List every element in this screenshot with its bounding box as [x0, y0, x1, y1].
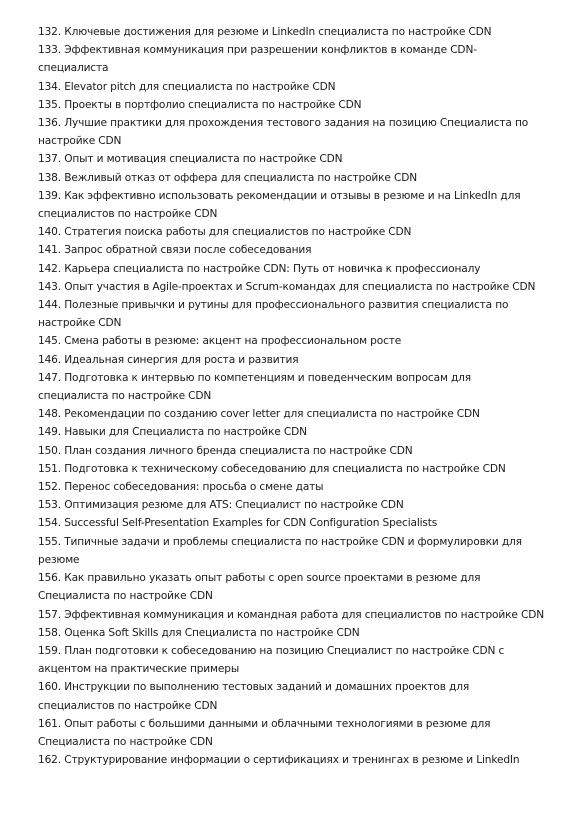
- list-item-text: Подготовка к техническому собеседованию для специалиста по настройке CDN: [64, 462, 506, 475]
- list-item-number: 136.: [38, 117, 61, 130]
- list-item-number: 151.: [38, 462, 61, 475]
- list-item-number: 162.: [38, 754, 61, 767]
- list-item-number: 147.: [38, 371, 61, 384]
- list-item-text: Оптимизация резюме для ATS: Специалист по настройке CDN: [64, 499, 404, 512]
- list-item-number: 140.: [38, 226, 61, 239]
- list-item: [38, 678, 544, 714]
- list-item-text: Рекомендации по созданию cover letter для специалиста по настройке CDN: [64, 408, 480, 421]
- list-item: [38, 332, 544, 350]
- list-item: [38, 187, 544, 223]
- list-item-text: Elevator pitch для специалиста по настройке CDN: [64, 80, 336, 93]
- list-item-text: Инструкции по выполнению тестовых заданий и домашних проектов для специалистов по настройке CDN: [38, 681, 470, 712]
- list-item: [38, 78, 544, 96]
- list-item-number: 159.: [38, 644, 61, 657]
- list-item-number: 141.: [38, 244, 61, 257]
- list-item: [38, 569, 544, 605]
- list-item-text: Эффективная коммуникация при разрешении конфликтов в команде CDN-специалиста: [38, 44, 477, 75]
- list-item: [38, 369, 544, 405]
- list-item: [38, 23, 544, 41]
- list-item-text: Полезные привычки и рутины для профессионального развития специалиста по настройке CDN: [38, 299, 509, 330]
- list-item-text: План создания личного бренда специалиста по настройке CDN: [64, 444, 413, 457]
- list-item: [38, 514, 544, 532]
- list-item: [38, 496, 544, 514]
- list-item-number: 150.: [38, 444, 61, 457]
- list-item: [38, 606, 544, 624]
- list-item-number: 134.: [38, 80, 61, 93]
- list-item-text: Навыки для Специалиста по настройке CDN: [64, 426, 307, 439]
- list-item-number: 158.: [38, 626, 61, 639]
- list-item-text: Перенос собеседования: просьба о смене даты: [64, 481, 324, 494]
- list-item: [38, 715, 544, 751]
- list-item-number: 157.: [38, 608, 61, 621]
- list-item: [38, 241, 544, 259]
- list-item: [38, 624, 544, 642]
- list-item: [38, 169, 544, 187]
- list-item-text: Подготовка к интервью по компетенциям и поведенческим вопросам для специалиста по настройке CDN: [38, 371, 472, 403]
- list-item-text: Эффективная коммуникация и командная работа для специалистов по настройке CDN: [64, 608, 544, 621]
- list-item-text: Смена работы в резюме: акцент на профессиональном росте: [64, 335, 402, 348]
- list-item-text: Вежливый отказ от оффера для специалиста по настройке CDN: [64, 171, 418, 184]
- list-item: [38, 533, 544, 569]
- list-item-text: Лучшие практики для прохождения тестового задания на позицию Специалиста по настройке CDN: [38, 117, 529, 148]
- list-item: [38, 96, 544, 114]
- list-item-number: 143.: [38, 280, 61, 293]
- list-item-text: План подготовки к собеседованию на позицию Специалист по настройке CDN с акцентом на практические примеры: [38, 644, 505, 676]
- list-item-number: 144.: [38, 299, 61, 312]
- list-item: [38, 642, 544, 678]
- list-item-text: Ключевые достижения для резюме и LinkedIn специалиста по настройке CDN: [64, 26, 492, 38]
- list-item-text: Successful Self-Presentation Examples for CDN Configuration Specialists: [64, 517, 438, 530]
- list-item-number: 139.: [38, 189, 61, 202]
- list-item-text: Идеальная синергия для роста и развития: [64, 353, 299, 366]
- list-item: [38, 351, 544, 369]
- list-item-text: Как эффективно использовать рекомендации и отзывы в резюме и на LinkedIn для специалистов по настройке CDN: [38, 189, 521, 221]
- list-item-number: 155.: [38, 535, 61, 548]
- list-item-number: 142.: [38, 262, 61, 275]
- list-item-text: Как правильно указать опыт работы с open source проектами в резюме для Специалиста по настройке CDN: [38, 572, 481, 603]
- list-item-text: Структурирование информации о сертификациях и тренингах в резюме и LinkedIn: [64, 754, 520, 767]
- list-item: [38, 460, 544, 478]
- list-item: [38, 278, 544, 296]
- list-item-text: Опыт и мотивация специалиста по настройке CDN: [64, 153, 343, 166]
- list-item-number: 135.: [38, 98, 61, 111]
- list-item-number: 152.: [38, 481, 61, 494]
- list-item-text: Оценка Soft Skills для Специалиста по настройке CDN: [64, 626, 360, 639]
- list-item-number: 133.: [38, 44, 61, 57]
- list-item-number: 153.: [38, 499, 61, 512]
- list-item-text: Проекты в портфолио специалиста по настройке CDN: [64, 98, 362, 111]
- list-item-number: 156.: [38, 572, 61, 585]
- list-item-number: 149.: [38, 426, 61, 439]
- list-item-number: 145.: [38, 335, 61, 348]
- list-item-text: Стратегия поиска работы для специалистов по настройке CDN: [64, 226, 412, 239]
- list-item-text: Типичные задачи и проблемы специалиста по настройке CDN и формулировки для резюме: [38, 535, 522, 566]
- list-item-text: Опыт участия в Agile-проектах и Scrum-командах для специалиста по настройке CDN: [64, 280, 536, 293]
- list-item: [38, 442, 544, 460]
- list-item-number: 146.: [38, 353, 61, 366]
- list-item-number: 148.: [38, 408, 61, 421]
- list-item: [38, 751, 544, 769]
- list-item: [38, 423, 544, 441]
- document-body: [38, 23, 544, 769]
- list-item-number: 132.: [38, 26, 61, 38]
- list-item: [38, 296, 544, 332]
- list-item-text: Карьера специалиста по настройке CDN: Путь от новичка к профессионалу: [64, 262, 481, 275]
- list-item: [38, 260, 544, 278]
- list-item-number: 160.: [38, 681, 61, 694]
- list-item: [38, 150, 544, 168]
- list-item: [38, 41, 544, 77]
- list-item: [38, 223, 544, 241]
- list-item-text: Опыт работы с большими данными и облачными технологиями в резюме для Специалиста по настройке CDN: [38, 717, 491, 748]
- list-item: [38, 114, 544, 150]
- list-item-text: Запрос обратной связи после собеседования: [64, 244, 312, 257]
- list-item-number: 161.: [38, 717, 61, 730]
- list-item-number: 137.: [38, 153, 61, 166]
- list-item-number: 138.: [38, 171, 61, 184]
- list-item: [38, 478, 544, 496]
- list-item-number: 154.: [38, 517, 61, 530]
- list-item: [38, 405, 544, 423]
